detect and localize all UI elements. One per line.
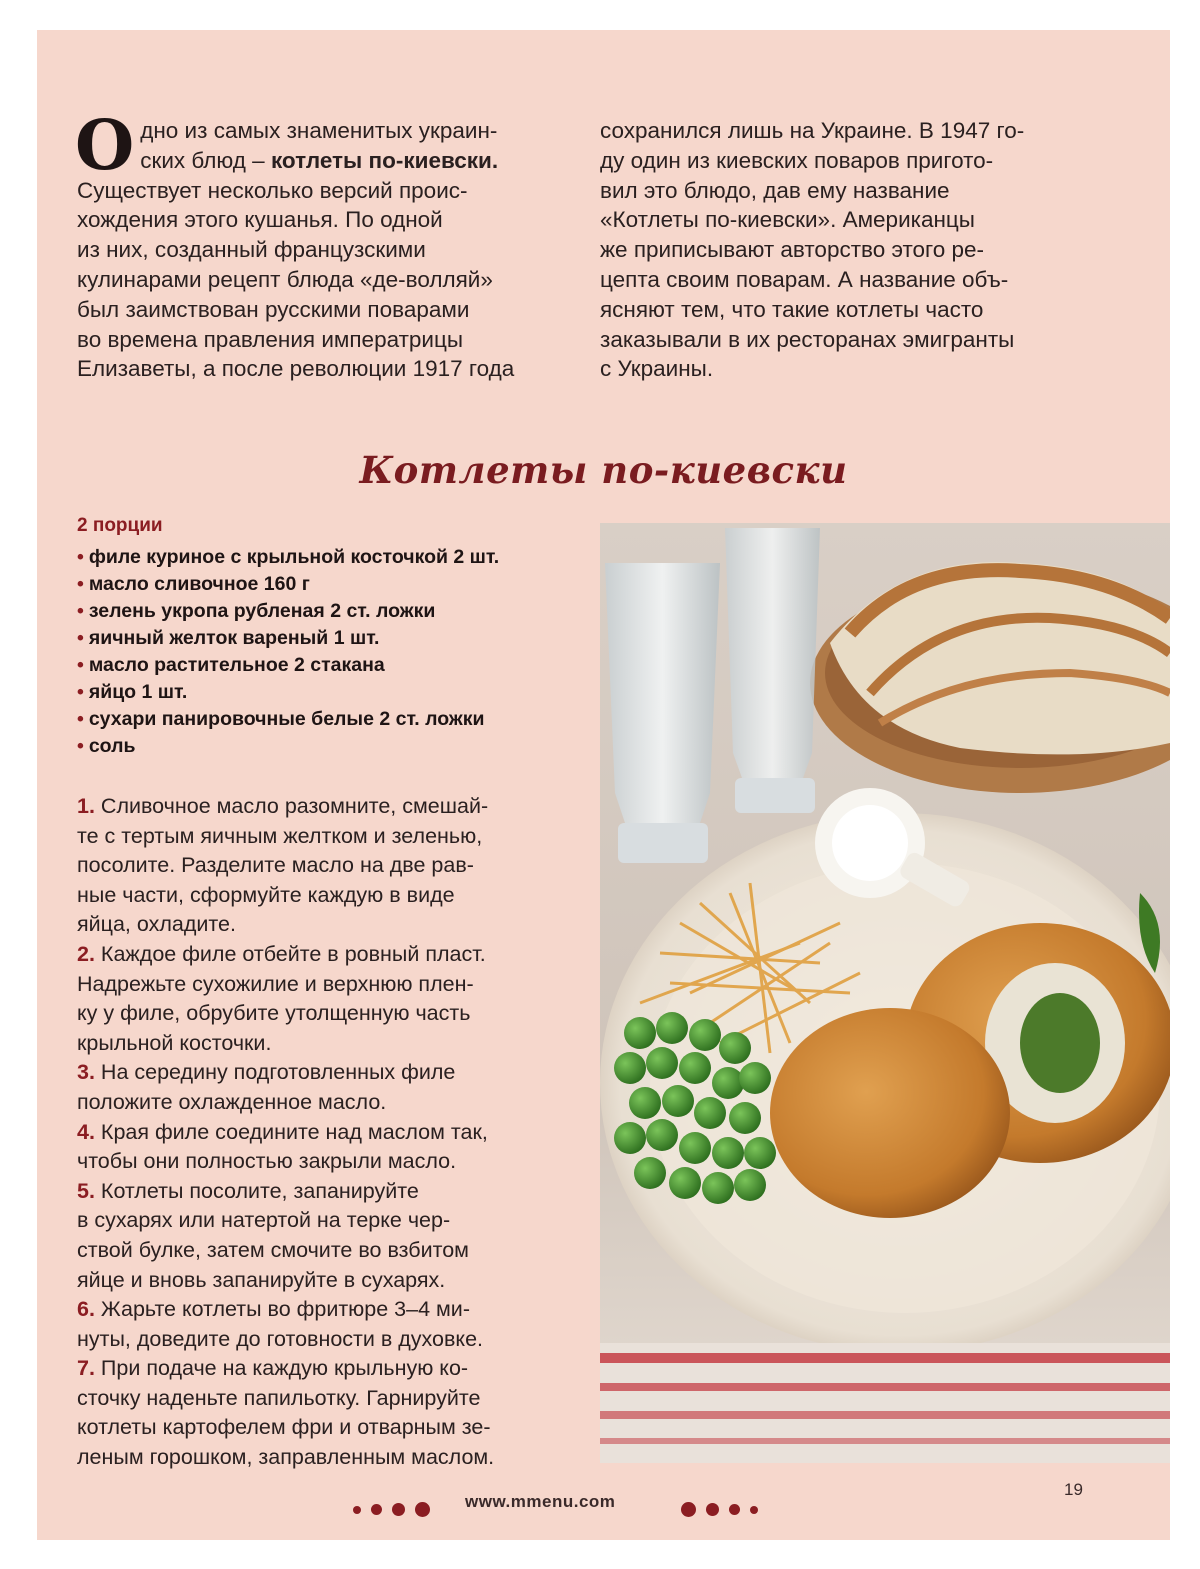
decorative-dot	[371, 1504, 382, 1515]
intro-line: во времена правления императрицы	[77, 326, 464, 352]
recipe-steps	[77, 792, 597, 1473]
step-line: яйце и вновь запанируйте в сухарях.	[77, 1267, 446, 1292]
step-number: 6.	[77, 1297, 95, 1322]
intro-line: ских блюд – котлеты по-киевски.	[140, 147, 499, 173]
step-line: 4. Края филе соедините над маслом так,	[77, 1119, 488, 1144]
footer-dots-left	[353, 1502, 430, 1517]
intro-line: «Котлеты по-киевски». Американцы	[600, 207, 975, 233]
ingredient-item: • яичный желток вареный 1 шт.	[77, 627, 380, 649]
intro-line: дно из самых знаменитых украин-	[140, 118, 498, 143]
step-line: ствой булке, затем смочите во взбитом	[77, 1237, 469, 1262]
step-line: Надрежьте сухожилие и верхнюю плен-	[77, 971, 474, 996]
magazine-page	[37, 30, 1170, 1540]
ingredient-item: • яйцо 1 шт.	[77, 681, 188, 703]
decorative-dot	[392, 1503, 405, 1516]
step-line: посолите. Разделите масло на две рав-	[77, 853, 474, 878]
step-number: 5.	[77, 1178, 95, 1203]
step-line: яйца, охладите.	[77, 912, 236, 937]
ingredient-item: • соль	[77, 735, 136, 757]
intro-line: заказывали в их ресторанах эмигранты	[600, 326, 1015, 352]
step-number: 2.	[77, 941, 95, 966]
intro-line: ясняют тем, что такие котлеты часто	[600, 296, 984, 322]
step-line: 2. Каждое филе отбейте в ровный пласт.	[77, 941, 486, 966]
intro-line: ду один из киевских поваров пригото-	[600, 147, 994, 173]
recipe-title: Котлеты по-киевски	[359, 448, 848, 492]
intro-line: цепта своим поварам. А название объ-	[600, 266, 1009, 292]
intro-line: с Украины.	[600, 356, 714, 382]
step-line: ные части, сформуйте каждую в виде	[77, 882, 455, 907]
ingredient-item: • филе куриное с крыльной косточкой 2 шт.	[77, 546, 500, 568]
decorative-dot	[729, 1504, 740, 1515]
decorative-dot	[415, 1502, 430, 1517]
drop-cap: О	[75, 106, 135, 186]
step-line: ку у филе, обрубите утолщенную часть	[77, 1001, 471, 1026]
footer-dots-right	[681, 1502, 758, 1517]
step-number: 7.	[77, 1356, 95, 1381]
decorative-dot	[681, 1502, 696, 1517]
step-line: 1. Сливочное масло разомните, смешай-	[77, 794, 489, 818]
intro-line: кулинарами рецепт блюда «де-волляй»	[77, 266, 493, 292]
intro-line: вил это блюдо, дав ему название	[600, 177, 950, 203]
step-line: 3. На середину подготовленных филе	[77, 1060, 456, 1085]
decorative-dot	[353, 1506, 361, 1514]
step-line: 6. Жарьте котлеты во фритюре 3–4 ми-	[77, 1297, 470, 1322]
page-number: 19	[1064, 1480, 1083, 1499]
ingredient-item: • масло сливочное 160 г	[77, 573, 310, 595]
intro-line: же приписывают авторство этого ре-	[600, 237, 985, 263]
ingredient-item: • зелень укропа рубленая 2 ст. ложки	[77, 600, 436, 622]
intro-line: хождения этого кушанья. По одной	[77, 207, 443, 233]
website-url: www.mmenu.com	[465, 1492, 616, 1511]
servings-label: 2 порции	[77, 515, 163, 536]
step-line: крыльной косточки.	[77, 1030, 272, 1055]
step-number: 4.	[77, 1119, 95, 1144]
step-line: нуты, доведите до готовности в духовке.	[77, 1326, 484, 1351]
decorative-dot	[706, 1503, 719, 1516]
step-line: в сухарях или натертой на терке чер-	[77, 1208, 451, 1233]
ingredient-item: • масло растительное 2 стакана	[77, 654, 385, 676]
step-line: леным горошком, заправленным маслом.	[77, 1445, 495, 1470]
step-line: те с тертым яичным желтком и зеленью,	[77, 823, 483, 848]
intro-line: был заимствован русскими поварами	[77, 296, 470, 322]
intro-column-right	[600, 116, 1100, 384]
ingredients-list	[77, 544, 499, 760]
intro-line: из них, созданный французскими	[77, 237, 426, 263]
decorative-dot	[750, 1506, 758, 1514]
step-line: 7. При подаче на каждую крыльную ко-	[77, 1356, 469, 1381]
step-line: положите охлажденное масло.	[77, 1089, 387, 1114]
ingredient-item: • сухари панировочные белые 2 ст. ложки	[77, 708, 485, 730]
step-number: 3.	[77, 1060, 95, 1085]
intro-line: Существует несколько версий проис-	[77, 177, 468, 203]
dish-name-highlight: котлеты по-киевски.	[270, 147, 499, 173]
dish-photo	[600, 523, 1170, 1463]
intro-column-left	[75, 106, 572, 384]
step-line: чтобы они полностью закрыли масло.	[77, 1149, 457, 1174]
step-line: котлеты картофелем фри и отварным зе-	[77, 1415, 491, 1440]
intro-line: Елизаветы, а после революции 1917 года	[77, 356, 515, 382]
step-number: 1.	[77, 794, 95, 818]
step-line: 5. Котлеты посолите, запанируйте	[77, 1178, 419, 1203]
step-line: сточку наденьте папильотку. Гарнируйте	[77, 1385, 481, 1410]
intro-line: сохранился лишь на Украине. В 1947 го-	[600, 118, 1025, 143]
